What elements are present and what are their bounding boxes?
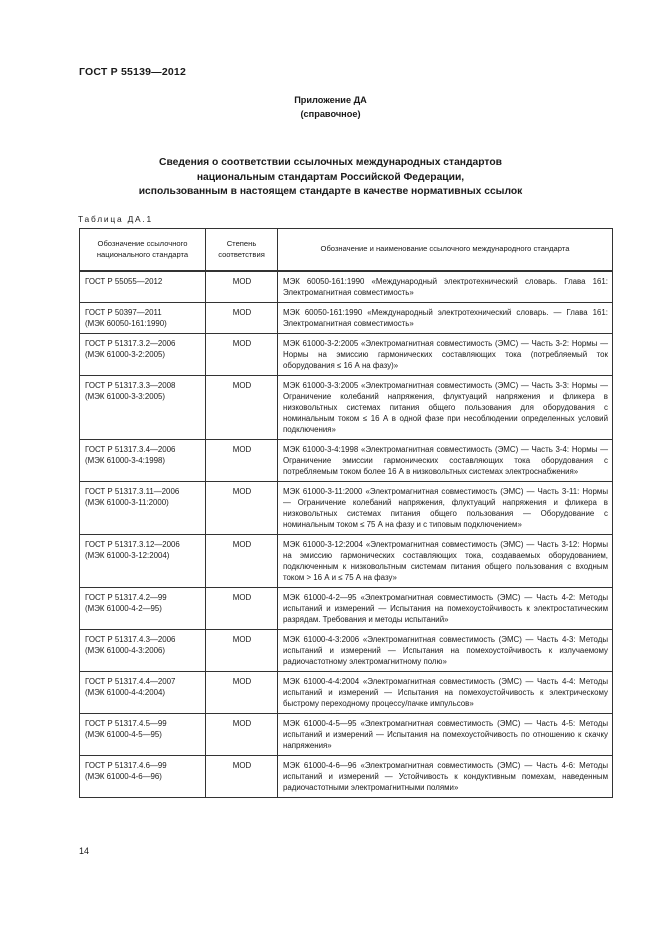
international-standard-cell: МЭК 61000-3-11:2000 «Электромагнитная совместимость (ЭМС) — Часть 3-11: Нормы — Ограничение колебаний напряжения, флуктуаций напряжения и фликера в низковольтных системах питания общего пользования — Оборудование с номинальным током ≤ 75 А на фазу и с типовым подключением» bbox=[278, 482, 613, 535]
national-standard-id: ГОСТ Р 51317.4.3—2006 bbox=[85, 635, 176, 644]
degree-cell: MOD bbox=[206, 303, 278, 334]
national-standard-ref: (МЭК 61000-4-4:2004) bbox=[85, 688, 166, 697]
degree-cell: MOD bbox=[206, 535, 278, 588]
international-standard-cell: МЭК 61000-4-5—95 «Электромагнитная совместимость (ЭМС) — Часть 4-5: Методы испытаний и измерений — Испытания на помехоустойчивость по отношению к скачку напряжения» bbox=[278, 714, 613, 756]
national-standard-cell bbox=[80, 756, 206, 798]
degree-cell: MOD bbox=[206, 672, 278, 714]
national-standard-ref: (МЭК 61000-3-4:1998) bbox=[85, 456, 166, 465]
table-row bbox=[80, 303, 613, 334]
national-standard-ref: (МЭК 61000-3-2:2005) bbox=[85, 350, 166, 359]
degree-cell: MOD bbox=[206, 482, 278, 535]
page-number: 14 bbox=[79, 846, 90, 856]
degree-cell: MOD bbox=[206, 271, 278, 303]
international-standard-cell: МЭК 60050-161:1990 «Международный электротехнический словарь. Глава 161: Электромагнитная совместимость» bbox=[278, 271, 613, 303]
table-row bbox=[80, 535, 613, 588]
national-standard-id: ГОСТ Р 51317.3.2—2006 bbox=[85, 339, 176, 348]
national-standard-cell bbox=[80, 714, 206, 756]
national-standard-id: ГОСТ Р 51317.3.3—2008 bbox=[85, 381, 176, 390]
table-row bbox=[80, 756, 613, 798]
table-row bbox=[80, 672, 613, 714]
national-standard-cell bbox=[80, 271, 206, 303]
national-standard-ref: (МЭК 60050-161:1990) bbox=[85, 319, 167, 328]
national-standard-ref: (МЭК 61000-3-3:2005) bbox=[85, 392, 166, 401]
national-standard-id: ГОСТ Р 51317.3.12—2006 bbox=[85, 540, 180, 549]
header-international-standard: Обозначение и наименование ссылочного международного стандарта bbox=[278, 229, 613, 272]
table-caption: Таблица ДА.1 bbox=[78, 214, 154, 224]
international-standard-cell: МЭК 61000-3-4:1998 «Электромагнитная совместимость (ЭМС) — Часть 3-4: Нормы — Ограничение эмиссии гармонических составляющих тока оборудования с потребляемым током более 16 А в низковольтных системах электроснабжения» bbox=[278, 440, 613, 482]
national-standard-id: ГОСТ Р 51317.4.6—99 bbox=[85, 761, 167, 770]
national-standard-cell bbox=[80, 482, 206, 535]
section-title bbox=[78, 156, 583, 200]
national-standard-id: ГОСТ Р 51317.4.5—99 bbox=[85, 719, 167, 728]
national-standard-id: ГОСТ Р 55055—2012 bbox=[85, 277, 163, 286]
degree-cell: MOD bbox=[206, 440, 278, 482]
appendix-note: (справочное) bbox=[300, 109, 361, 119]
national-standard-ref: (МЭК 61000-3-12:2004) bbox=[85, 551, 170, 560]
international-standard-cell: МЭК 61000-3-2:2005 «Электромагнитная совместимость (ЭМС) — Часть 3-2: Нормы — Нормы на эмиссию гармонических составляющих тока (потребляемый ток оборудования ≤ 16 А на фазу)» bbox=[278, 334, 613, 376]
national-standard-ref: (МЭК 61000-4-5—95) bbox=[85, 730, 162, 739]
national-standard-id: ГОСТ Р 50397—2011 bbox=[85, 308, 162, 317]
header-national-standard: Обозначение ссылочного национального стандарта bbox=[80, 229, 206, 272]
table-row bbox=[80, 714, 613, 756]
international-standard-cell: МЭК 61000-3-12:2004 «Электромагнитная совместимость (ЭМС) — Часть 3-12: Нормы на эмиссию гармонических составляющих тока, создаваемых оборудованием, подключенным к низковольтным системам питания общего пользования с входным током > 16 А и ≤ 75 А на фазу» bbox=[278, 535, 613, 588]
national-standard-ref: (МЭК 61000-4-3:2006) bbox=[85, 646, 166, 655]
national-standard-id: ГОСТ Р 51317.3.4—2006 bbox=[85, 445, 176, 454]
international-standard-cell: МЭК 61000-4-2—95 «Электромагнитная совместимость (ЭМС) — Часть 4-2: Методы испытаний и измерений — Испытания на помехоустойчивость к электростатическим разрядам. Требования и методы испытаний» bbox=[278, 588, 613, 630]
national-standard-cell bbox=[80, 672, 206, 714]
national-standard-cell bbox=[80, 535, 206, 588]
degree-cell: MOD bbox=[206, 376, 278, 440]
title-line-3: использованным в настоящем стандарте в качестве нормативных ссылок bbox=[138, 186, 523, 197]
national-standard-cell bbox=[80, 303, 206, 334]
national-standard-ref: (МЭК 61000-4-6—96) bbox=[85, 772, 162, 781]
international-standard-cell: МЭК 61000-4-3:2006 «Электромагнитная совместимость (ЭМС) — Часть 4-3: Методы испытаний и измерений — Испытания на помехоустойчивость к излучаемому радиочастотному электромагнитному полю» bbox=[278, 630, 613, 672]
national-standard-id: ГОСТ Р 51317.3.11—2006 bbox=[85, 487, 180, 496]
degree-cell: MOD bbox=[206, 714, 278, 756]
national-standard-cell bbox=[80, 376, 206, 440]
table-row bbox=[80, 588, 613, 630]
degree-cell: MOD bbox=[206, 630, 278, 672]
table-row bbox=[80, 376, 613, 440]
international-standard-cell: МЭК 61000-3-3:2005 «Электромагнитная совместимость (ЭМС) — Часть 3-3: Нормы — Ограничение колебаний напряжения, флуктуаций напряжения и фликера в низковольтных системах питания общего пользования для оборудования с номинальным током ≤ 16 А в одной фазе при несоблюдении определенных условий подключения» bbox=[278, 376, 613, 440]
table-row bbox=[80, 334, 613, 376]
international-standard-cell: МЭК 61000-4-4:2004 «Электромагнитная совместимость (ЭМС) — Часть 4-4: Методы испытаний и измерений — Испытания на помехоустойчивость к электрическому быстрому переходному процессу/пачке импульсов» bbox=[278, 672, 613, 714]
table-row bbox=[80, 630, 613, 672]
title-line-2: национальным стандартам Российской Федерации, bbox=[196, 171, 465, 183]
national-standard-ref: (МЭК 61000-4-2—95) bbox=[85, 604, 162, 613]
international-standard-cell: МЭК 60050-161:1990 «Международный электротехнический словарь. — Глава 161: Электромагнитная совместимость» bbox=[278, 303, 613, 334]
table-row bbox=[80, 271, 613, 303]
document-header: ГОСТ Р 55139—2012 bbox=[79, 66, 187, 78]
correspondence-table bbox=[79, 228, 613, 798]
degree-cell: MOD bbox=[206, 756, 278, 798]
table-row bbox=[80, 482, 613, 535]
national-standard-cell bbox=[80, 630, 206, 672]
table-header-row bbox=[80, 229, 613, 272]
table-row bbox=[80, 440, 613, 482]
degree-cell: MOD bbox=[206, 334, 278, 376]
national-standard-ref: (МЭК 61000-3-11:2000) bbox=[85, 498, 169, 507]
title-line-1: Сведения о соответствии ссылочных международных стандартов bbox=[159, 157, 502, 168]
national-standard-id: ГОСТ Р 51317.4.2—99 bbox=[85, 593, 167, 602]
national-standard-id: ГОСТ Р 51317.4.4—2007 bbox=[85, 677, 176, 686]
degree-cell: MOD bbox=[206, 588, 278, 630]
appendix-label: Приложение ДА bbox=[294, 95, 367, 105]
national-standard-cell bbox=[80, 588, 206, 630]
national-standard-cell bbox=[80, 440, 206, 482]
national-standard-cell bbox=[80, 334, 206, 376]
international-standard-cell: МЭК 61000-4-6—96 «Электромагнитная совместимость (ЭМС) — Часть 4-6: Методы испытаний и измерений — Устойчивость к кондуктивным помехам, наведенным радиочастотными электромагнитными полями» bbox=[278, 756, 613, 798]
header-degree: Степень соответствия bbox=[206, 229, 278, 272]
